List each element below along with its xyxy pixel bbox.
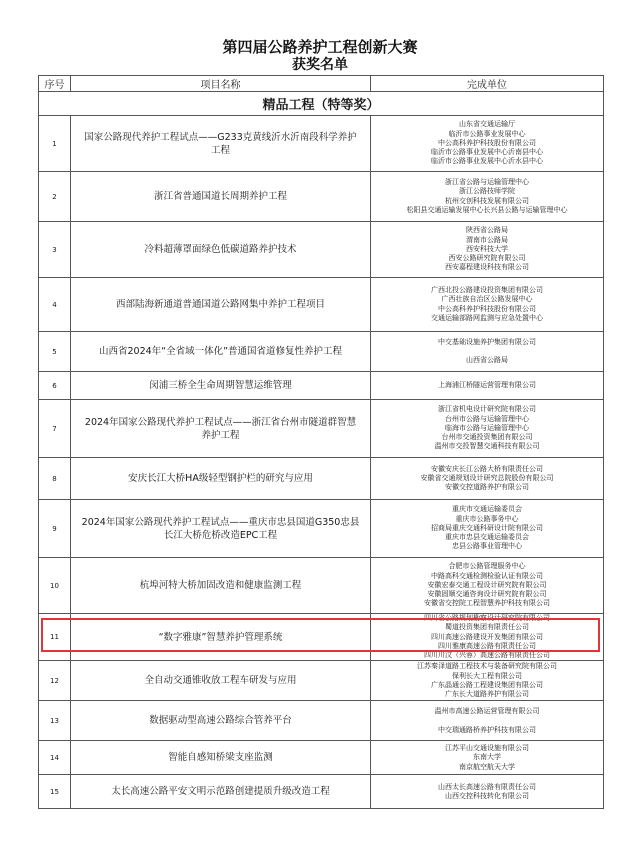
unit-name: 安徽固顺交通咨询设计研究院有限公司 — [427, 590, 547, 599]
unit-name: 安徽省交控院工程智慧养护科技有限公司 — [424, 599, 550, 608]
row-number: 15 — [39, 775, 71, 809]
unit-list — [371, 701, 604, 741]
unit-name: 招商局重庆交通科研设计院有限公司 — [431, 523, 543, 532]
unit-name: 中交瑞通路桥养护科技有限公司 — [438, 725, 536, 734]
table-row — [39, 614, 604, 661]
table-row — [39, 775, 604, 809]
unit-name: 交通运输部路网监测与应急处置中心 — [431, 313, 543, 322]
row-number: 7 — [39, 400, 71, 458]
unit-name: 杭州交创科技发展有限公司 — [445, 196, 529, 205]
project-name: “数字雅康”智慧养护管理系统 — [71, 614, 371, 661]
row-number: 1 — [39, 116, 71, 172]
table-row — [39, 332, 604, 372]
unit-name: 中公高科养护科技股份有限公司 — [438, 304, 536, 313]
project-name: 山西省2024年“全省域一体化”普通国省道修复性养护工程 — [71, 332, 371, 372]
unit-name: 山西交控科技转化有限公司 — [445, 791, 529, 800]
row-number: 6 — [39, 372, 71, 400]
unit-name: 浙江公路技师学院 — [459, 187, 515, 196]
unit-name: 山西太长高速公路有限责任公司 — [438, 782, 536, 791]
unit-list — [371, 500, 604, 558]
unit-name: 临海市公路与运输管理中心 — [445, 423, 529, 432]
table-row — [39, 741, 604, 775]
document-title: 第四届公路养护工程创新大赛 — [222, 38, 418, 56]
unit-name: 四川省公路规划勘察设计研究院有限公司 — [424, 614, 550, 622]
table-row — [39, 278, 604, 332]
award-table — [38, 75, 604, 809]
unit-name: 西安科技大学 — [466, 244, 508, 253]
unit-name: 蜀道投资集团有限责任公司 — [445, 623, 529, 632]
section-row — [39, 92, 604, 116]
project-name: 2024年国家公路现代养护工程试点——重庆市忠县国道G350忠县长江大桥危桥改造EPC工程 — [71, 500, 371, 558]
unit-name: 温州市高速公路运营管理有限公司 — [434, 707, 540, 716]
table-row — [39, 661, 604, 701]
unit-list — [371, 741, 604, 775]
row-number: 12 — [39, 661, 71, 701]
unit-list — [371, 332, 604, 372]
row-number: 8 — [39, 458, 71, 500]
document-subtitle: 获奖名单 — [292, 57, 348, 73]
section-title: 精品工程（特等奖） — [39, 92, 604, 116]
unit-list — [371, 172, 604, 222]
unit-name: 台州市公路与运输管理中心 — [445, 414, 529, 423]
unit-list — [371, 558, 604, 614]
unit-name: 临沂市公路事业发展中心沂水县中心 — [431, 157, 543, 166]
unit-name: 山东省交通运输厅 — [459, 120, 515, 129]
unit-name: 安徽交控道路养护有限公司 — [445, 483, 529, 492]
table-row — [39, 400, 604, 458]
unit-name: 山西省公路局 — [466, 356, 508, 365]
project-name: 杭埠河特大桥加固改造和健康监测工程 — [71, 558, 371, 614]
unit-name: 松阳县交通运输发展中心长兴县公路与运输管理中心 — [406, 205, 568, 214]
unit-list — [371, 222, 604, 278]
project-name: 闵浦三桥全生命周期智慧运维管理 — [71, 372, 371, 400]
row-number: 4 — [39, 278, 71, 332]
unit-name: 四川雅康高速公路有限责任公司 — [438, 641, 536, 650]
unit-name: 中路高科交通检测检验认证有限公司 — [431, 571, 543, 580]
unit-name: 广东晶通公路工程建设集团有限公司 — [431, 680, 543, 689]
unit-name: 重庆市公路事务中心 — [455, 514, 519, 523]
project-name: 西部陆海新通道普通国道公路网集中养护工程项目 — [71, 278, 371, 332]
header-no: 序号 — [39, 76, 71, 92]
project-name: 数据驱动型高速公路综合管养平台 — [71, 701, 371, 741]
header-unit: 完成单位 — [371, 76, 604, 92]
row-number: 3 — [39, 222, 71, 278]
row-number: 2 — [39, 172, 71, 222]
unit-name: 西安嘉程建设科技有限公司 — [445, 263, 529, 272]
unit-name: 广西壮族自治区公路发展中心 — [441, 295, 533, 304]
unit-name: 西安公路研究院有限公司 — [448, 254, 526, 263]
unit-name: 南京航空航天大学 — [459, 762, 515, 771]
unit-name: 临沂市公路事业发展中心 — [448, 129, 526, 138]
project-name: 全自动交通锥收放工程车研发与应用 — [71, 661, 371, 701]
unit-name: 温州市交投智慧交通科技有限公司 — [434, 442, 540, 451]
unit-name: 临沂市公路事业发展中心沂南县中心 — [431, 148, 543, 157]
table-row — [39, 701, 604, 741]
project-name: 国家公路现代养护工程试点——G233克黄线沂水沂南段科学养护工程 — [71, 116, 371, 172]
project-name: 2024年国家公路现代养护工程试点——浙江省台州市隧道群智慧养护工程 — [71, 400, 371, 458]
row-number: 13 — [39, 701, 71, 741]
row-number: 14 — [39, 741, 71, 775]
unit-name — [373, 347, 601, 356]
row-number: 11 — [39, 614, 71, 661]
table-row — [39, 116, 604, 172]
row-number: 5 — [39, 332, 71, 372]
unit-name: 上海浦江桥隧运营管理有限公司 — [438, 380, 536, 389]
unit-name: 广东长大道路养护有限公司 — [445, 690, 529, 699]
unit-name: 东南大学 — [473, 753, 501, 762]
unit-name: 渭南市公路局 — [466, 235, 508, 244]
table-row — [39, 558, 604, 614]
table-row — [39, 500, 604, 558]
unit-name: 中公高科养护科技股份有限公司 — [438, 138, 536, 147]
unit-list — [371, 116, 604, 172]
unit-name: 重庆市忠县交通运输委员会 — [445, 533, 529, 542]
unit-name: 台州市交通投资集团有限公司 — [441, 433, 533, 442]
project-name: 浙江省普通国道长周期养护工程 — [71, 172, 371, 222]
unit-name: 陕西省公路局 — [466, 226, 508, 235]
unit-name: 中交基础设施养护集团有限公司 — [438, 337, 536, 346]
project-name: 太长高速公路平安文明示范路创建提质升级改造工程 — [71, 775, 371, 809]
unit-list — [371, 775, 604, 809]
unit-list — [371, 400, 604, 458]
unit-name: 浙江省机电设计研究院有限公司 — [438, 405, 536, 414]
unit-name: 江苏秦泽道路工程技术与装备研究院有限公司 — [417, 662, 557, 671]
unit-name: 江苏平山交通设施有限公司 — [445, 744, 529, 753]
table-row — [39, 372, 604, 400]
table-header-row — [39, 76, 604, 92]
unit-name: 重庆市交通运输委员会 — [452, 505, 522, 514]
unit-name: 合肥市公路管理服务中心 — [448, 562, 526, 571]
unit-name: 安徽省交通规划设计研究总院股份有限公司 — [420, 473, 554, 482]
row-number: 9 — [39, 500, 71, 558]
unit-name — [373, 716, 601, 725]
unit-name: 四川高速公路建设开发集团有限公司 — [431, 632, 543, 641]
project-name: 安庆长江大桥HA级轻型钢护栏的研究与应用 — [71, 458, 371, 500]
unit-name: 浙江省公路与运输管理中心 — [445, 177, 529, 186]
unit-name: 安徽宏泰交通工程设计研究院有限公司 — [427, 580, 547, 589]
unit-list — [371, 372, 604, 400]
unit-list — [371, 614, 604, 661]
unit-name: 四川川汶（兴蓉）高速公路有限责任公司 — [424, 651, 550, 660]
unit-name: 安徽安庆长江公路大桥有限责任公司 — [431, 464, 543, 473]
unit-name: 保利长大工程有限公司 — [452, 671, 522, 680]
unit-list — [371, 458, 604, 500]
unit-list — [371, 278, 604, 332]
table-row — [39, 458, 604, 500]
unit-name: 广西北投公路建设投资集团有限公司 — [431, 285, 543, 294]
table-row — [39, 222, 604, 278]
unit-name: 忠县公路事业管理中心 — [452, 542, 522, 551]
project-name: 智能自感知桥梁支座监测 — [71, 741, 371, 775]
table-row — [39, 172, 604, 222]
project-name: 冷料超薄罩面绿色低碳道路养护技术 — [71, 222, 371, 278]
header-project: 项目名称 — [71, 76, 371, 92]
unit-list — [371, 661, 604, 701]
row-number: 10 — [39, 558, 71, 614]
